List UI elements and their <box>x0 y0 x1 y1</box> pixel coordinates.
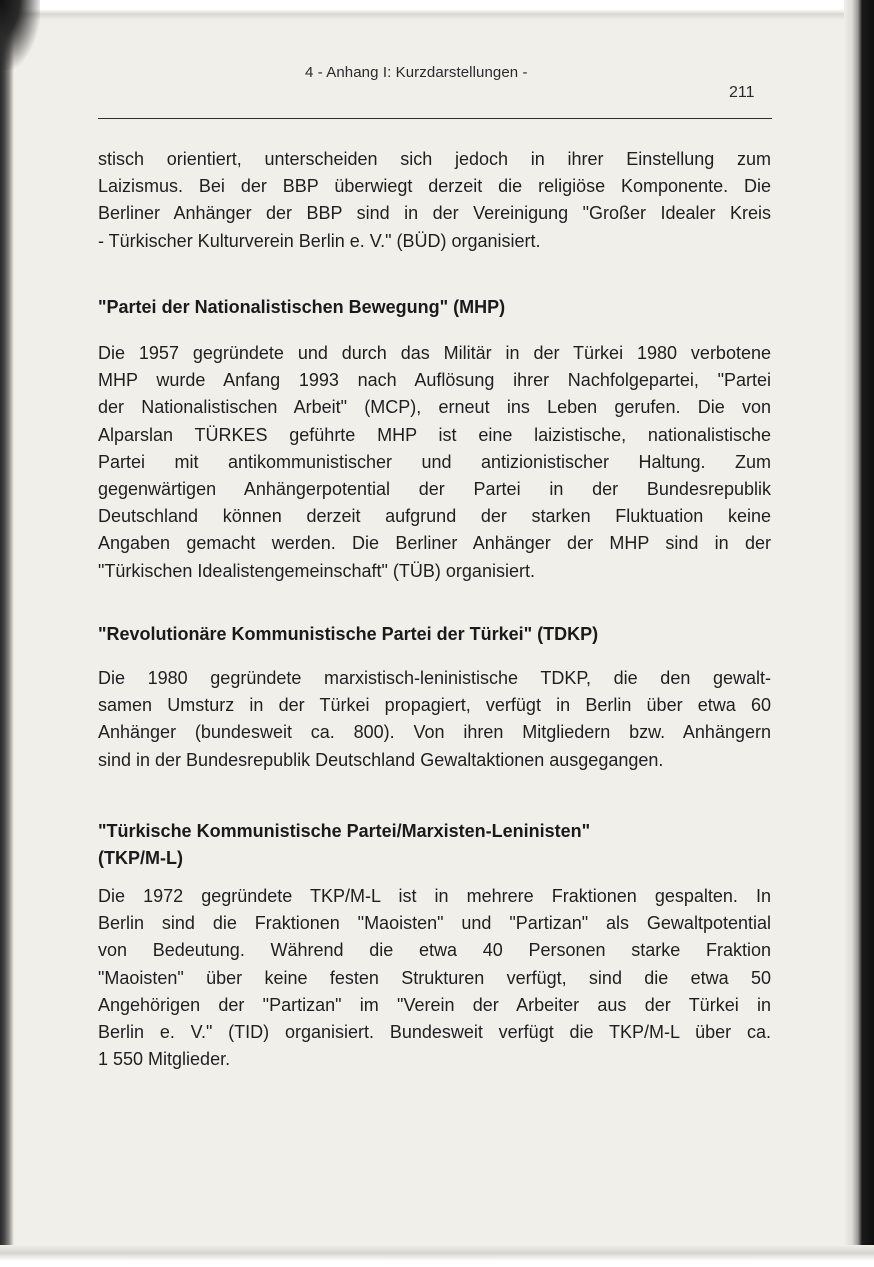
section-body-tdkp <box>98 665 771 774</box>
heading-line: "Revolutionäre Kommunistische Partei der Türkei" (TDKP) <box>98 624 599 644</box>
text-line: gegenwärtigen Anhängerpotential der Partei in der Bundesrepublik <box>98 479 771 500</box>
text-line: Deutschland können derzeit aufgrund der starken Fluktuation keine <box>98 506 771 527</box>
text-line: Die 1972 gegründete TKP/M-L ist in mehrere Fraktionen gespalten. In <box>98 886 771 906</box>
page-number: 211 <box>729 84 755 101</box>
section-heading-tdkp <box>98 621 778 648</box>
text-line: 1 550 Mitglieder. <box>98 1049 231 1070</box>
text-line: Anhänger (bundesweit ca. 800). Von ihren Mitgliedern bzw. Anhängern <box>98 722 771 743</box>
heading-line: "Partei der Nationalistischen Bewegung" (MHP) <box>98 297 506 317</box>
text-line: stisch orientiert, unterscheiden sich jedoch in ihrer Einstellung zum <box>98 149 771 169</box>
section-body-tkp-ml <box>98 883 771 1073</box>
text-line: Alparslan TÜRKES geführte MHP ist eine laizistische, nationalistische <box>98 424 771 445</box>
text-line: der Nationalistischen Arbeit" (MCP), erneut ins Leben gerufen. Die von <box>98 397 771 418</box>
scan-right-edge <box>844 0 874 1267</box>
text-line: samen Umsturz in der Türkei propagiert, verfügt in Berlin über etwa 60 <box>98 695 771 716</box>
text-line: Die 1957 gegründete und durch das Militär in der Türkei 1980 verbotene <box>98 343 771 363</box>
text-line: - Türkischer Kulturverein Berlin e. V." (BÜD) organisiert. <box>98 230 541 251</box>
text-line: Berlin e. V." (TID) organisiert. Bundesweit verfügt die TKP/M-L über ca. <box>98 1022 771 1043</box>
text-line: Angehörigen der "Partizan" im "Verein der Arbeiter aus der Türkei in <box>98 994 771 1015</box>
text-line: Laizismus. Bei der BBP überwiegt derzeit die religiöse Komponente. Die <box>98 176 771 197</box>
text-line: von Bedeutung. Während die etwa 40 Personen starke Fraktion <box>98 940 771 961</box>
text-line: MHP wurde Anfang 1993 nach Auflösung ihrer Nachfolgepartei, "Partei <box>98 370 771 391</box>
text-line: "Türkischen Idealistengemeinschaft" (TÜB) organisiert. <box>98 560 535 581</box>
text-line: "Maoisten" über keine festen Strukturen verfügt, sind die etwa 50 <box>98 967 771 988</box>
text-line: Angaben gemacht werden. Die Berliner Anhänger der MHP sind in der <box>98 533 771 554</box>
scan-left-edge <box>0 0 14 1267</box>
section-heading-mhp <box>98 294 778 321</box>
section-body-mhp <box>98 340 771 585</box>
heading-line: "Türkische Kommunistische Partei/Marxisten-Leninisten" <box>98 821 591 841</box>
text-line: Berlin sind die Fraktionen "Maoisten" und "Partizan" als Gewaltpotential <box>98 913 771 934</box>
scan-top-edge <box>0 0 874 20</box>
section-heading-tkp-ml <box>98 818 778 872</box>
heading-line: (TKP/M-L) <box>98 848 183 868</box>
scan-bottom-edge <box>0 1245 874 1267</box>
scan-corner-shadow <box>0 0 40 70</box>
text-line: sind in der Bundesrepublik Deutschland Gewaltaktionen ausgegangen. <box>98 749 664 770</box>
text-line: Partei mit antikommunistischer und antizionistischer Haltung. Zum <box>98 451 771 472</box>
running-header: 4 - Anhang I: Kurzdarstellungen - <box>305 64 528 81</box>
text-line: Berliner Anhänger der BBP sind in der Vereinigung "Großer Idealer Kreis <box>98 203 771 224</box>
text-line: Die 1980 gegründete marxistisch-leninistische TDKP, die den gewalt- <box>98 668 771 688</box>
intro-paragraph <box>98 146 771 255</box>
header-rule <box>98 118 772 119</box>
